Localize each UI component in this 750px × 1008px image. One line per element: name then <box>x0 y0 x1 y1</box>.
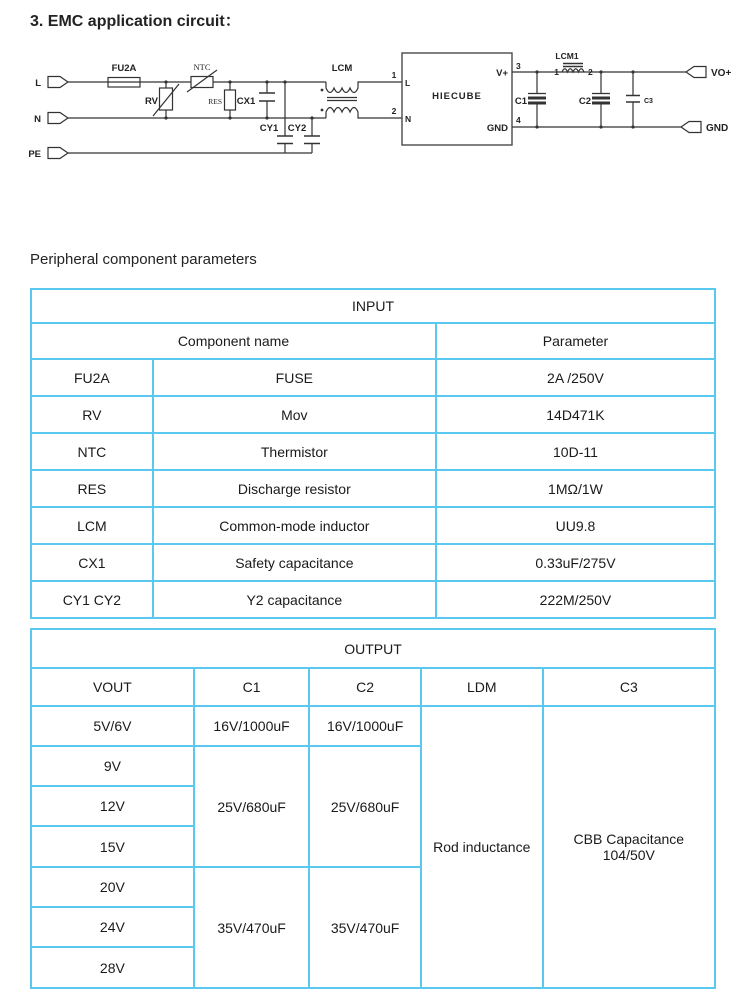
component-name: Safety capacitance <box>153 544 436 581</box>
c2-bar2 <box>592 102 610 105</box>
c2-cell: 35V/470uF <box>309 867 420 988</box>
c3-cell <box>543 706 715 988</box>
output-table-title: OUTPUT <box>31 629 715 668</box>
label-gnd-out: GND <box>706 123 729 134</box>
cy1-plates <box>277 136 293 144</box>
table-row <box>31 544 715 581</box>
component-name: Discharge resistor <box>153 470 436 507</box>
table-row <box>31 470 715 507</box>
label-pin1: 1 <box>391 70 397 80</box>
lcm-phase-dot-bottom <box>321 109 324 112</box>
table-row <box>31 433 715 470</box>
terminal-gnd-out <box>681 122 701 133</box>
input-table-title: INPUT <box>31 289 715 323</box>
table-row <box>31 581 715 618</box>
label-pin2: 2 <box>391 106 397 116</box>
label-l: L <box>35 78 41 89</box>
component-id: NTC <box>31 433 153 470</box>
component-id: CY1 CY2 <box>31 581 153 618</box>
table-row <box>31 706 715 746</box>
label-res: RES <box>208 97 222 106</box>
vout-cell: 9V <box>31 746 194 786</box>
c2-cell: 16V/1000uF <box>309 706 420 746</box>
input-parameters-table <box>30 288 716 619</box>
lcm-phase-dot-top <box>321 89 324 92</box>
label-rv: RV <box>144 96 158 107</box>
label-n: N <box>34 114 41 125</box>
component-name: FUSE <box>153 359 436 396</box>
table-row <box>31 507 715 544</box>
c1-cell: 35V/470uF <box>194 867 310 988</box>
vout-cell: 15V <box>31 826 194 867</box>
vout-cell: 12V <box>31 786 194 826</box>
label-pin4: 4 <box>516 115 521 125</box>
label-hiecube: HIECUBE <box>432 91 482 102</box>
component-name: Common-mode inductor <box>153 507 436 544</box>
output-parameters-table <box>30 628 716 989</box>
col-header-vout: VOUT <box>31 668 194 706</box>
col-header-ldm: LDM <box>421 668 543 706</box>
table-row <box>31 396 715 433</box>
col-header-c2: C2 <box>309 668 420 706</box>
component-name: Y2 capacitance <box>153 581 436 618</box>
col-header-c1: C1 <box>194 668 310 706</box>
component-param: 222M/250V <box>436 581 715 618</box>
component-param: 1MΩ/1W <box>436 470 715 507</box>
vout-cell: 20V <box>31 867 194 907</box>
vout-cell: 24V <box>31 907 194 947</box>
component-param: 10D-11 <box>436 433 715 470</box>
label-pin3: 3 <box>516 61 521 71</box>
terminal-vo-plus <box>686 67 706 78</box>
cx1-plates <box>259 93 275 101</box>
label-box-n: N <box>405 114 412 124</box>
c2-bar1 <box>592 97 610 100</box>
lcm1-core <box>563 64 583 67</box>
c1-cell: 16V/1000uF <box>194 706 310 746</box>
label-vplus: V+ <box>496 68 508 79</box>
label-lcm: LCM <box>331 63 353 74</box>
component-name: Thermistor <box>153 433 436 470</box>
label-c3: C3 <box>644 98 653 105</box>
component-name: Mov <box>153 396 436 433</box>
lcm-bottom-coil <box>326 108 402 119</box>
terminal-n <box>48 113 68 124</box>
res-symbol <box>225 90 236 110</box>
component-param: 14D471K <box>436 396 715 433</box>
component-id: RES <box>31 470 153 507</box>
vout-cell: 28V <box>31 947 194 988</box>
label-cx1: CX1 <box>236 96 256 107</box>
c3-plates <box>626 96 640 103</box>
c1-cell: 25V/680uF <box>194 746 310 867</box>
label-vo-plus: VO+ <box>711 68 732 79</box>
component-id: FU2A <box>31 359 153 396</box>
c2-cell: 25V/680uF <box>309 746 420 867</box>
vout-cell: 5V/6V <box>31 706 194 746</box>
label-ntc: NTC <box>193 62 211 72</box>
ldm-cell: Rod inductance <box>421 706 543 988</box>
cy2-plates <box>304 136 320 144</box>
output-header-row <box>31 668 715 706</box>
c1-bar2 <box>528 102 546 105</box>
label-box-l: L <box>405 78 411 88</box>
page-title: 3. EMC application circuit： <box>30 13 241 30</box>
c1-bar1 <box>528 97 546 100</box>
component-param: UU9.8 <box>436 507 715 544</box>
c3-line1: CBB Capacitance <box>573 831 685 847</box>
col-header-c3: C3 <box>543 668 715 706</box>
emc-circuit-diagram <box>0 0 750 200</box>
c3-line2: 104/50V <box>602 847 655 863</box>
input-col-component: Component name <box>31 323 436 359</box>
label-c1: C1 <box>514 96 527 107</box>
label-c2: C2 <box>578 96 591 107</box>
label-lcm1-pin1: 1 <box>554 67 559 77</box>
terminal-l <box>48 77 68 88</box>
table-row <box>31 359 715 396</box>
label-box-gnd: GND <box>486 123 508 134</box>
component-id: CX1 <box>31 544 153 581</box>
lcm-top-coil <box>326 82 402 93</box>
label-lcm1: LCM1 <box>555 51 579 61</box>
section-subtitle: Peripheral component parameters <box>30 251 257 268</box>
ntc-symbol <box>191 77 213 88</box>
component-id: RV <box>31 396 153 433</box>
component-id: LCM <box>31 507 153 544</box>
label-cy1: CY1 <box>259 123 279 134</box>
label-pe: PE <box>28 149 41 160</box>
label-lcm1-pin2: 2 <box>588 67 593 77</box>
lcm-core <box>327 98 357 101</box>
label-cy2: CY2 <box>287 123 307 134</box>
component-param: 2A /250V <box>436 359 715 396</box>
rv-symbol <box>160 88 173 110</box>
label-fu2a: FU2A <box>111 63 137 74</box>
input-col-parameter: Parameter <box>436 323 715 359</box>
component-param: 0.33uF/275V <box>436 544 715 581</box>
terminal-pe <box>48 148 68 159</box>
